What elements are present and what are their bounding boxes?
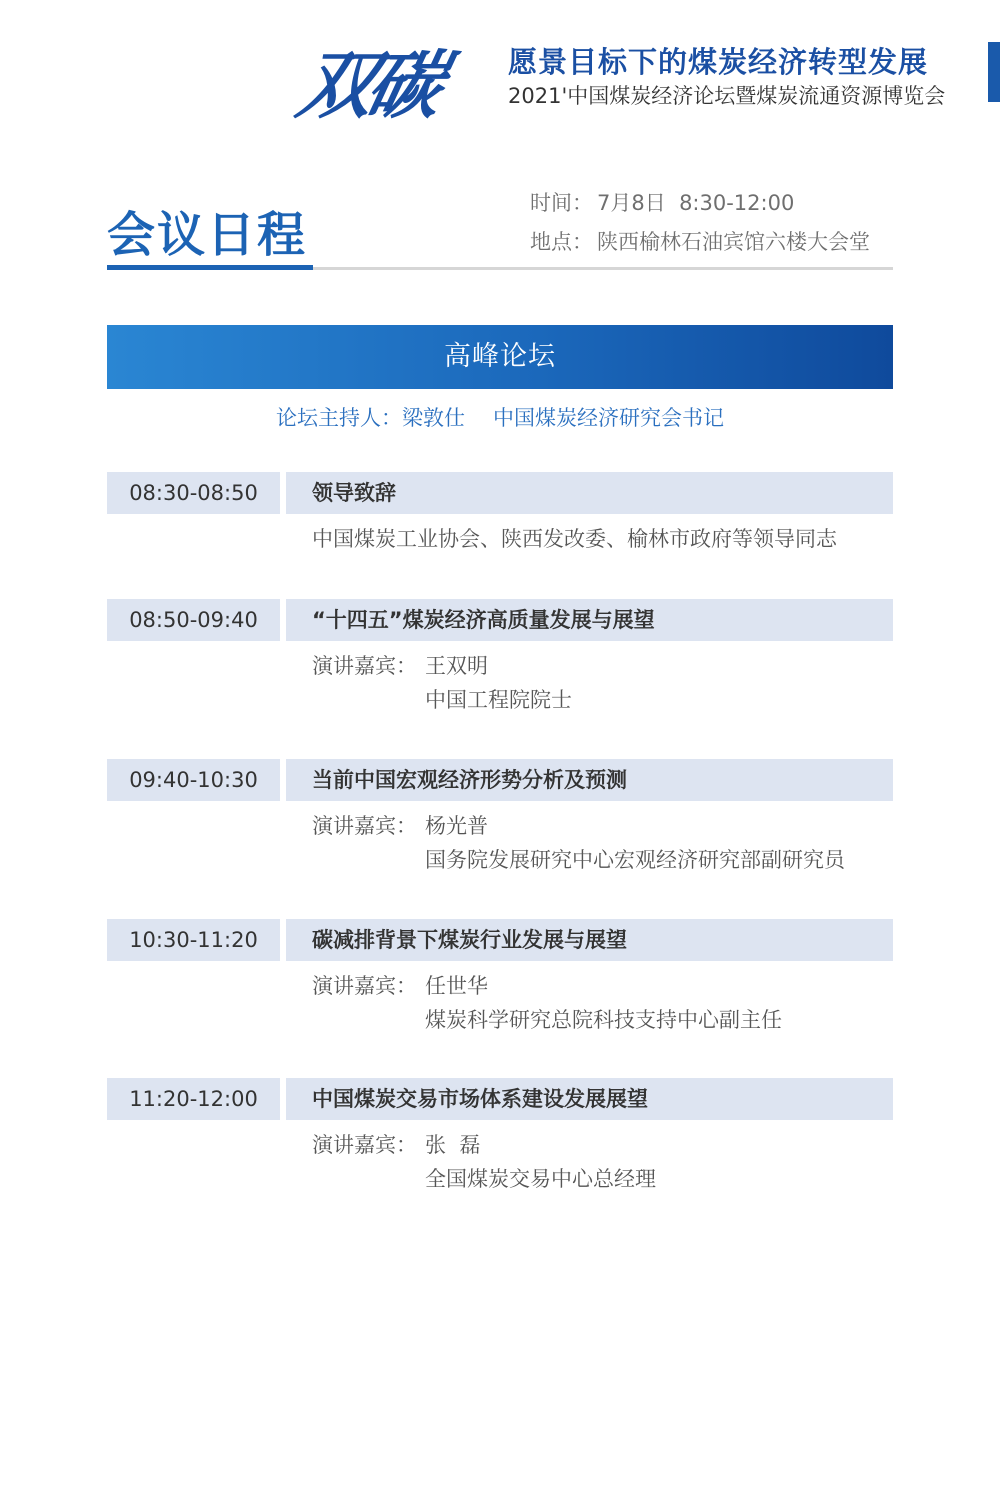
page-edge-tab	[988, 42, 1000, 102]
forum-host	[107, 402, 893, 432]
speaker-name: 王双明	[425, 654, 488, 678]
schedule-time: 11:20-12:00	[107, 1078, 280, 1120]
schedule-time: 08:30-08:50	[107, 472, 280, 514]
speaker-name: 张 磊	[425, 1133, 481, 1157]
speaker-label: 演讲嘉宾：	[312, 814, 417, 838]
schedule-topic: 领导致辞	[286, 472, 893, 514]
speaker-label: 演讲嘉宾：	[312, 1133, 417, 1157]
header-subtitle: 2021'中国煤炭经济论坛暨煤炭流通资源博览会	[508, 84, 946, 108]
page-title: 会议日程	[107, 207, 308, 263]
title-underline	[107, 265, 313, 270]
host-name: 梁敦仕	[402, 406, 465, 430]
host-label: 论坛主持人：	[276, 406, 402, 430]
meeting-venue	[530, 226, 870, 256]
venue-value: 陕西榆林石油宾馆六楼大会堂	[597, 230, 870, 254]
speaker-name: 杨光普	[425, 814, 488, 838]
speaker-name: 任世华	[425, 974, 488, 998]
schedule-time: 08:50-09:40	[107, 599, 280, 641]
meeting-time	[530, 187, 794, 217]
schedule-topic: 当前中国宏观经济形势分析及预测	[286, 759, 893, 801]
time-label: 时间：	[530, 191, 593, 215]
schedule-topic: 中国煤炭交易市场体系建设发展展望	[286, 1078, 893, 1120]
speaker-title: 全国煤炭交易中心总经理	[425, 1167, 656, 1191]
speaker-title: 国务院发展研究中心宏观经济研究部副研究员	[425, 848, 845, 872]
speaker-title: 中国工程院院士	[425, 688, 572, 712]
speaker-title: 煤炭科学研究总院科技支持中心副主任	[425, 1008, 782, 1032]
schedule-detail: 中国煤炭工业协会、陕西发改委、榆林市政府等领导同志	[312, 527, 837, 551]
forum-banner: 高峰论坛	[107, 325, 893, 389]
header-title: 愿景目标下的煤炭经济转型发展	[508, 45, 929, 79]
schedule-time: 09:40-10:30	[107, 759, 280, 801]
venue-label: 地点：	[530, 230, 593, 254]
speaker-label: 演讲嘉宾：	[312, 654, 417, 678]
time-value: 7月8日 8:30-12:00	[597, 191, 795, 215]
speaker-label: 演讲嘉宾：	[312, 974, 417, 998]
double-carbon-logo: 双碳	[290, 43, 446, 129]
schedule-time: 10:30-11:20	[107, 919, 280, 961]
schedule-topic: “十四五”煤炭经济高质量发展与展望	[286, 599, 893, 641]
schedule-topic: 碳减排背景下煤炭行业发展与展望	[286, 919, 893, 961]
host-title: 中国煤炭经济研究会书记	[493, 406, 724, 430]
